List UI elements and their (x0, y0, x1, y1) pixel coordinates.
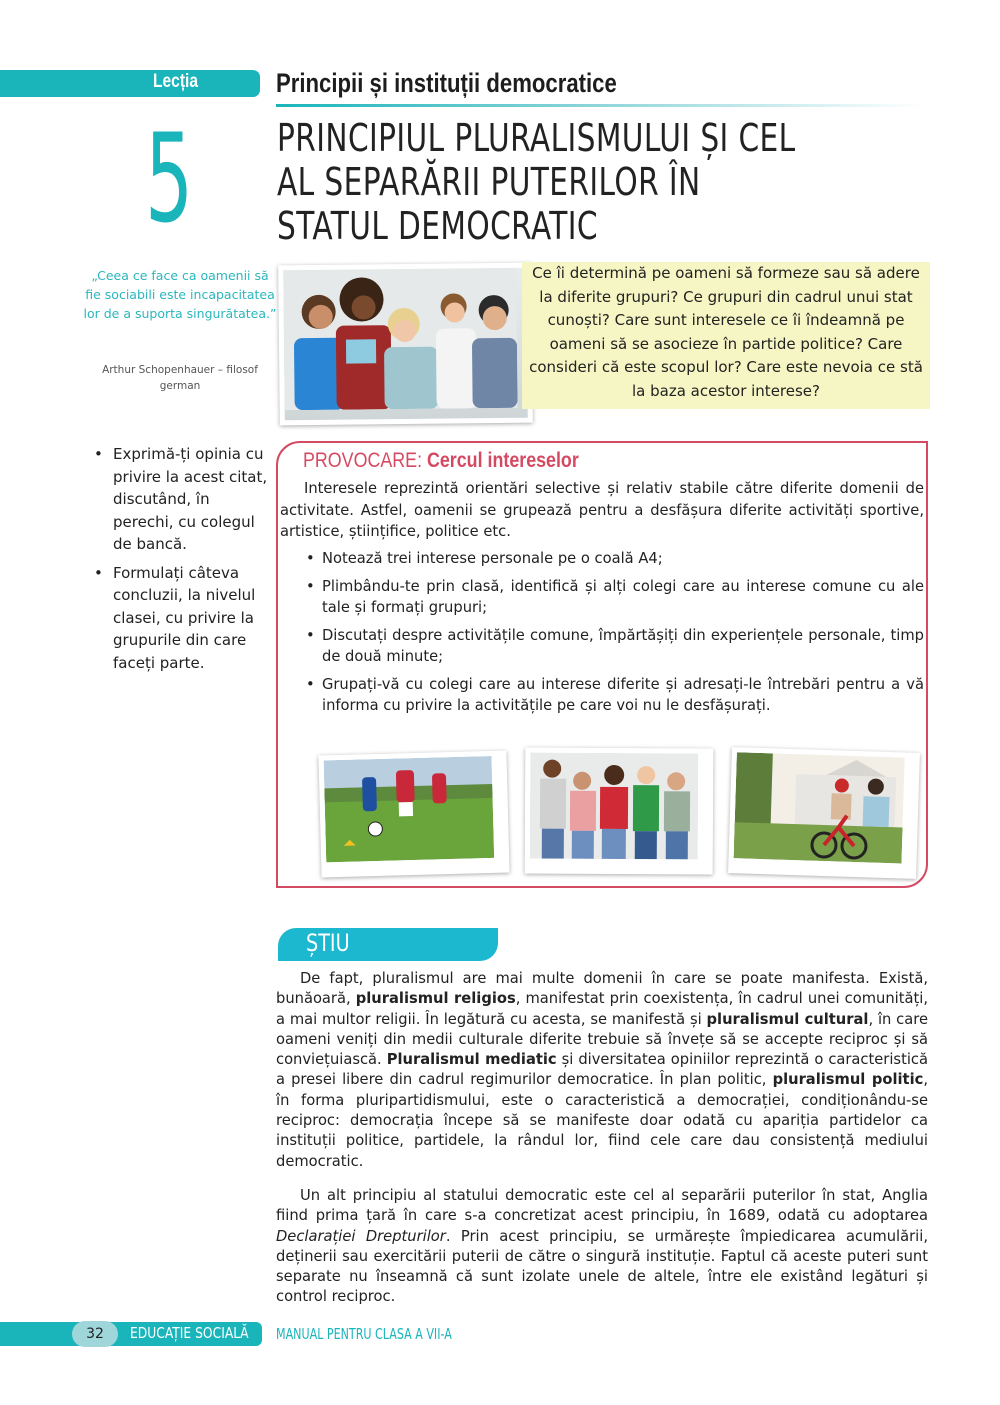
friends-photo (525, 748, 714, 875)
stiu-section-tab (278, 928, 498, 961)
stiu-paragraph-2-text (276, 1187, 928, 1305)
lesson-number: 5 (145, 108, 194, 250)
lesson-label: Lecția (153, 71, 199, 92)
provocare-name: Cercul intereselor (426, 449, 579, 472)
lesson-title-line: STATUL DEMOCRATIC (277, 204, 599, 248)
lesson-title (277, 116, 823, 248)
header-divider (276, 104, 926, 107)
section-title: Principii și instituții democratice (276, 68, 617, 98)
children-photo-illustration (283, 268, 517, 410)
document-title: Declarației Drepturilor (276, 1227, 446, 1245)
key-term: pluralismul religios (355, 990, 516, 1008)
key-term: pluralismul cultural (706, 1010, 869, 1028)
text-run: De fapt, pluralismul are mai multe domenii în care se poate manifesta. Există, bunăoară, (276, 970, 928, 1008)
stiu-paragraph-2 (276, 1186, 928, 1308)
discussion-tasks (92, 443, 272, 680)
provocare-step: • Plimbându-te prin clasă, identifică și alți colegi care au interese comune cu ale tale și formați grupuri; (304, 576, 924, 619)
footer-manual: MANUAL PENTRU CLASA A VII-A (276, 1325, 452, 1343)
text-run: , manifestat prin coexistența, în cadrul unei comunități, a mai multor religii. În legătură cu acesta, se manifestă și (276, 990, 928, 1028)
page-number: 32 (72, 1321, 118, 1347)
lesson-tab (0, 70, 260, 97)
quote: „Ceea ce face ca oamenii să fie sociabili este incapacitatea lor de a suporta singurătatea.” (83, 268, 277, 321)
reflection-questions (522, 262, 930, 409)
text-run: și diversitatea opiniilor reprezintă o caracteristică a presei libere din cadrul regimurilor democratice. În plan politic, (276, 1051, 928, 1089)
text-run: , în care oameni veniți din medii culturale diferite trebuie să învețe să se accepte reciproc și să conviețuiască. (276, 1010, 928, 1069)
provocare-intro-text: Interesele reprezintă orientări selective și relativ stabile către diferite domenii de activitate. Astfel, oamenii se grupează pentru a desfășura diferite activități sportive, artistice, științifice, politice etc. (280, 480, 924, 540)
quote-author: Arthur Schopenhauer – filosof german (102, 364, 258, 392)
provocare-label: PROVOCARE: (303, 449, 423, 472)
text-run: , în forma pluripartidismului, este o caracteristică a democrației, condiționându-se reciproc: democrația începe să se manifeste doar odată cu apariția partidelor ca instituții politice, partidele, la rândul lor, fiind cele care dau consistență mediului democratic. (276, 1071, 928, 1170)
bike-photo (728, 747, 920, 879)
text-run: Un alt principiu al statului democratic este cel al separării puterilor în stat, Anglia fiind prima țară în care s-a concretizat acest principiu, în 1689, odată cu adoptarea (276, 1187, 928, 1225)
footer-subject: EDUCAȚIE SOCIALĂ (130, 1324, 249, 1342)
provocare-intro (280, 478, 924, 543)
stiu-label: ȘTIU (306, 929, 350, 957)
provocare-step: • Grupați-vă cu colegi care au interese diferite și adresați-le întrebări pentru a vă informa cu privire la activitățile pe care voi nu le desfășurați. (304, 674, 924, 717)
text-run: . Prin acest principiu, se urmărește împiedicarea acumulării, deținerii sau exercitării puterii de către o singură instituție. Faptul că aceste puteri sunt separate nu înseamnă că sunt izolate unele de altele, între ele existând legături și control reciproc. (276, 1227, 929, 1306)
provocare-title (303, 449, 579, 473)
football-illustration (324, 756, 495, 862)
discussion-task: • Exprimă-ți opinia cu privire la acest citat, discutând, în perechi, cu colegul de bancă. (92, 443, 272, 556)
key-term: Pluralismul mediatic (386, 1051, 557, 1069)
reflection-questions-text: Ce îi determină pe oameni să formeze sau să adere la diferite grupuri? Ce grupuri din cadrul unui stat cunoști? Care sunt interesele ce îi îndeamnă pe oameni să se asocieze în partide politice? Care consideri că este scopul lor? Care este nevoia ce stă la baza acestor interese? (529, 264, 923, 400)
children-group-photo (278, 263, 533, 426)
football-photo (318, 751, 509, 878)
discussion-task: • Formulați câteva concluzii, la nivelul clasei, cu privire la grupurile din care faceți parte. (92, 562, 272, 675)
provocare-step: • Discutați despre activitățile comune, împărtășiți din experiențele personale, timp de două minute; (304, 625, 924, 668)
friends-illustration (530, 753, 699, 860)
stiu-paragraph-1-text (276, 970, 928, 1170)
bike-illustration (734, 752, 905, 863)
lesson-title-line: AL SEPARĂRII PUTERILOR ÎN (277, 160, 701, 204)
provocare-steps (304, 548, 924, 723)
stiu-paragraph-1 (276, 969, 928, 1172)
provocare-step: • Notează trei interese personale pe o coală A4; (304, 548, 924, 570)
key-term: pluralismul politic (772, 1071, 924, 1089)
lesson-title-line: PRINCIPIUL PLURALISMULUI ȘI CEL (277, 116, 796, 160)
